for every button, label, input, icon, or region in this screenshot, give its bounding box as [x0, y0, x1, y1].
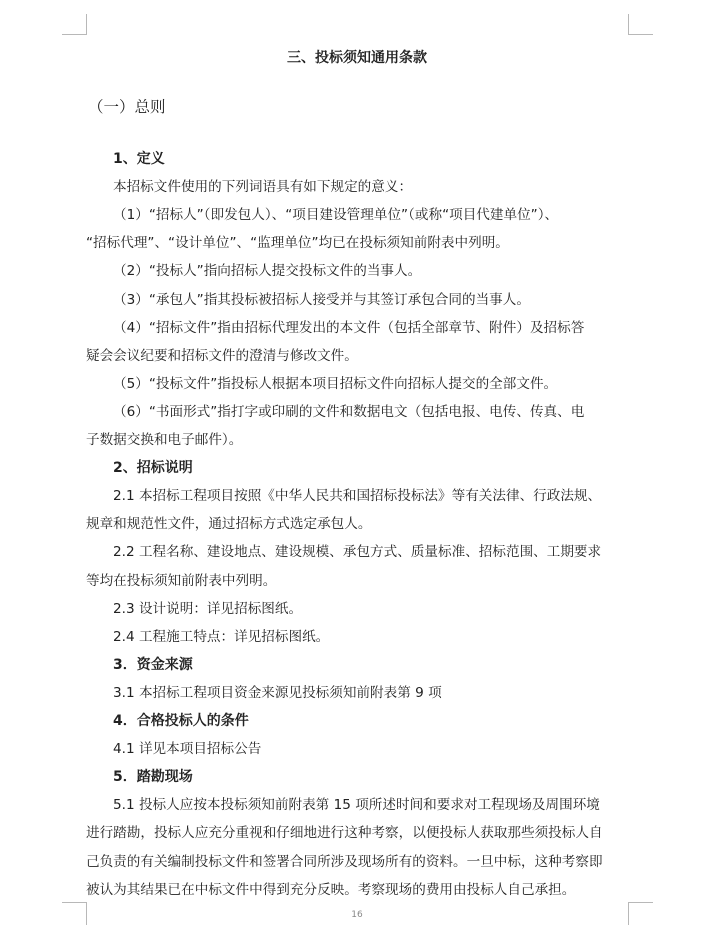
paragraph-line: （3）“承包人”指其投标被招标人接受并与其签订承包合同的当事人。 [113, 291, 530, 308]
paragraph-line: （4）“招标文件”指由招标代理发出的本文件（包括全部章节、附件）及招标答 [113, 319, 585, 336]
paragraph-line: 规章和规范性文件，通过招标方式选定承包人。 [86, 516, 372, 533]
subsection-heading: 1、定义 [113, 151, 165, 167]
paragraph-line: 4.1 详见本项目招标公告 [113, 741, 262, 758]
paragraph-line: （2）“投标人”指向招标人提交投标文件的当事人。 [113, 263, 422, 280]
section-heading: （一）总则 [88, 98, 166, 116]
paragraph-line: 2.3 设计说明：详见招标图纸。 [113, 600, 303, 617]
paragraph-line: 2.2 工程名称、建设地点、建设规模、承包方式、质量标准、招标范围、工期要求 [113, 544, 602, 561]
paragraph-line: 2.4 工程施工特点：详见招标图纸。 [113, 628, 330, 645]
paragraph-line: 5.1 投标人应按本投标须知前附表第 15 项所述时间和要求对工程现场及周围环境 [113, 797, 600, 814]
paragraph-line: 子数据交换和电子邮件）。 [86, 432, 243, 448]
paragraph-line: 己负责的有关编制投标文件和签署合同所涉及现场所有的资料。一旦中标，这种考察即 [86, 853, 603, 870]
paragraph-line: 疑会会议纪要和招标文件的澄清与修改文件。 [86, 347, 358, 364]
crop-mark-top-right [628, 14, 653, 35]
subsection-heading: 4．合格投标人的条件 [113, 713, 249, 729]
paragraph-line: 被认为其结果已在中标文件中得到充分反映。考察现场的费用由投标人自己承担。 [86, 881, 576, 898]
document-title: 三、投标须知通用条款 [287, 50, 427, 66]
paragraph-line: （1）“招标人”（即发包人）、“项目建设管理单位”（或称“项目代建单位”）、 [113, 207, 559, 224]
page-number: 16 [351, 910, 363, 920]
paragraph-line: 等均在投标须知前附表中列明。 [86, 572, 277, 589]
paragraph-line: （5）“投标文件”指投标人根据本项目招标文件向招标人提交的全部文件。 [113, 375, 558, 392]
paragraph-line: （6）“书面形式”指打字或印刷的文件和数据电文（包括电报、电传、传真、电 [113, 403, 585, 420]
paragraph-line: “招标代理”、“设计单位”、“监理单位”均已在投标须知前附表中列明。 [86, 235, 509, 252]
subsection-heading: 2、招标说明 [113, 460, 193, 477]
subsection-heading: 5．踏勘现场 [113, 769, 193, 786]
subsection-heading: 3．资金来源 [113, 656, 193, 673]
paragraph-line: 2.1 本招标工程项目按照《中华人民共和国招标投标法》等有关法律、行政法规、 [113, 488, 602, 505]
crop-mark-top-left [62, 14, 87, 35]
paragraph-line: 本招标文件使用的下列词语具有如下规定的意义： [113, 179, 413, 196]
paragraph-line: 3.1 本招标工程项目资金来源见投标须知前附表第 9 项 [113, 684, 442, 701]
paragraph-line: 进行踏勘，投标人应充分重视和仔细地进行这种考察，以便投标人获取那些须投标人自 [86, 825, 603, 842]
